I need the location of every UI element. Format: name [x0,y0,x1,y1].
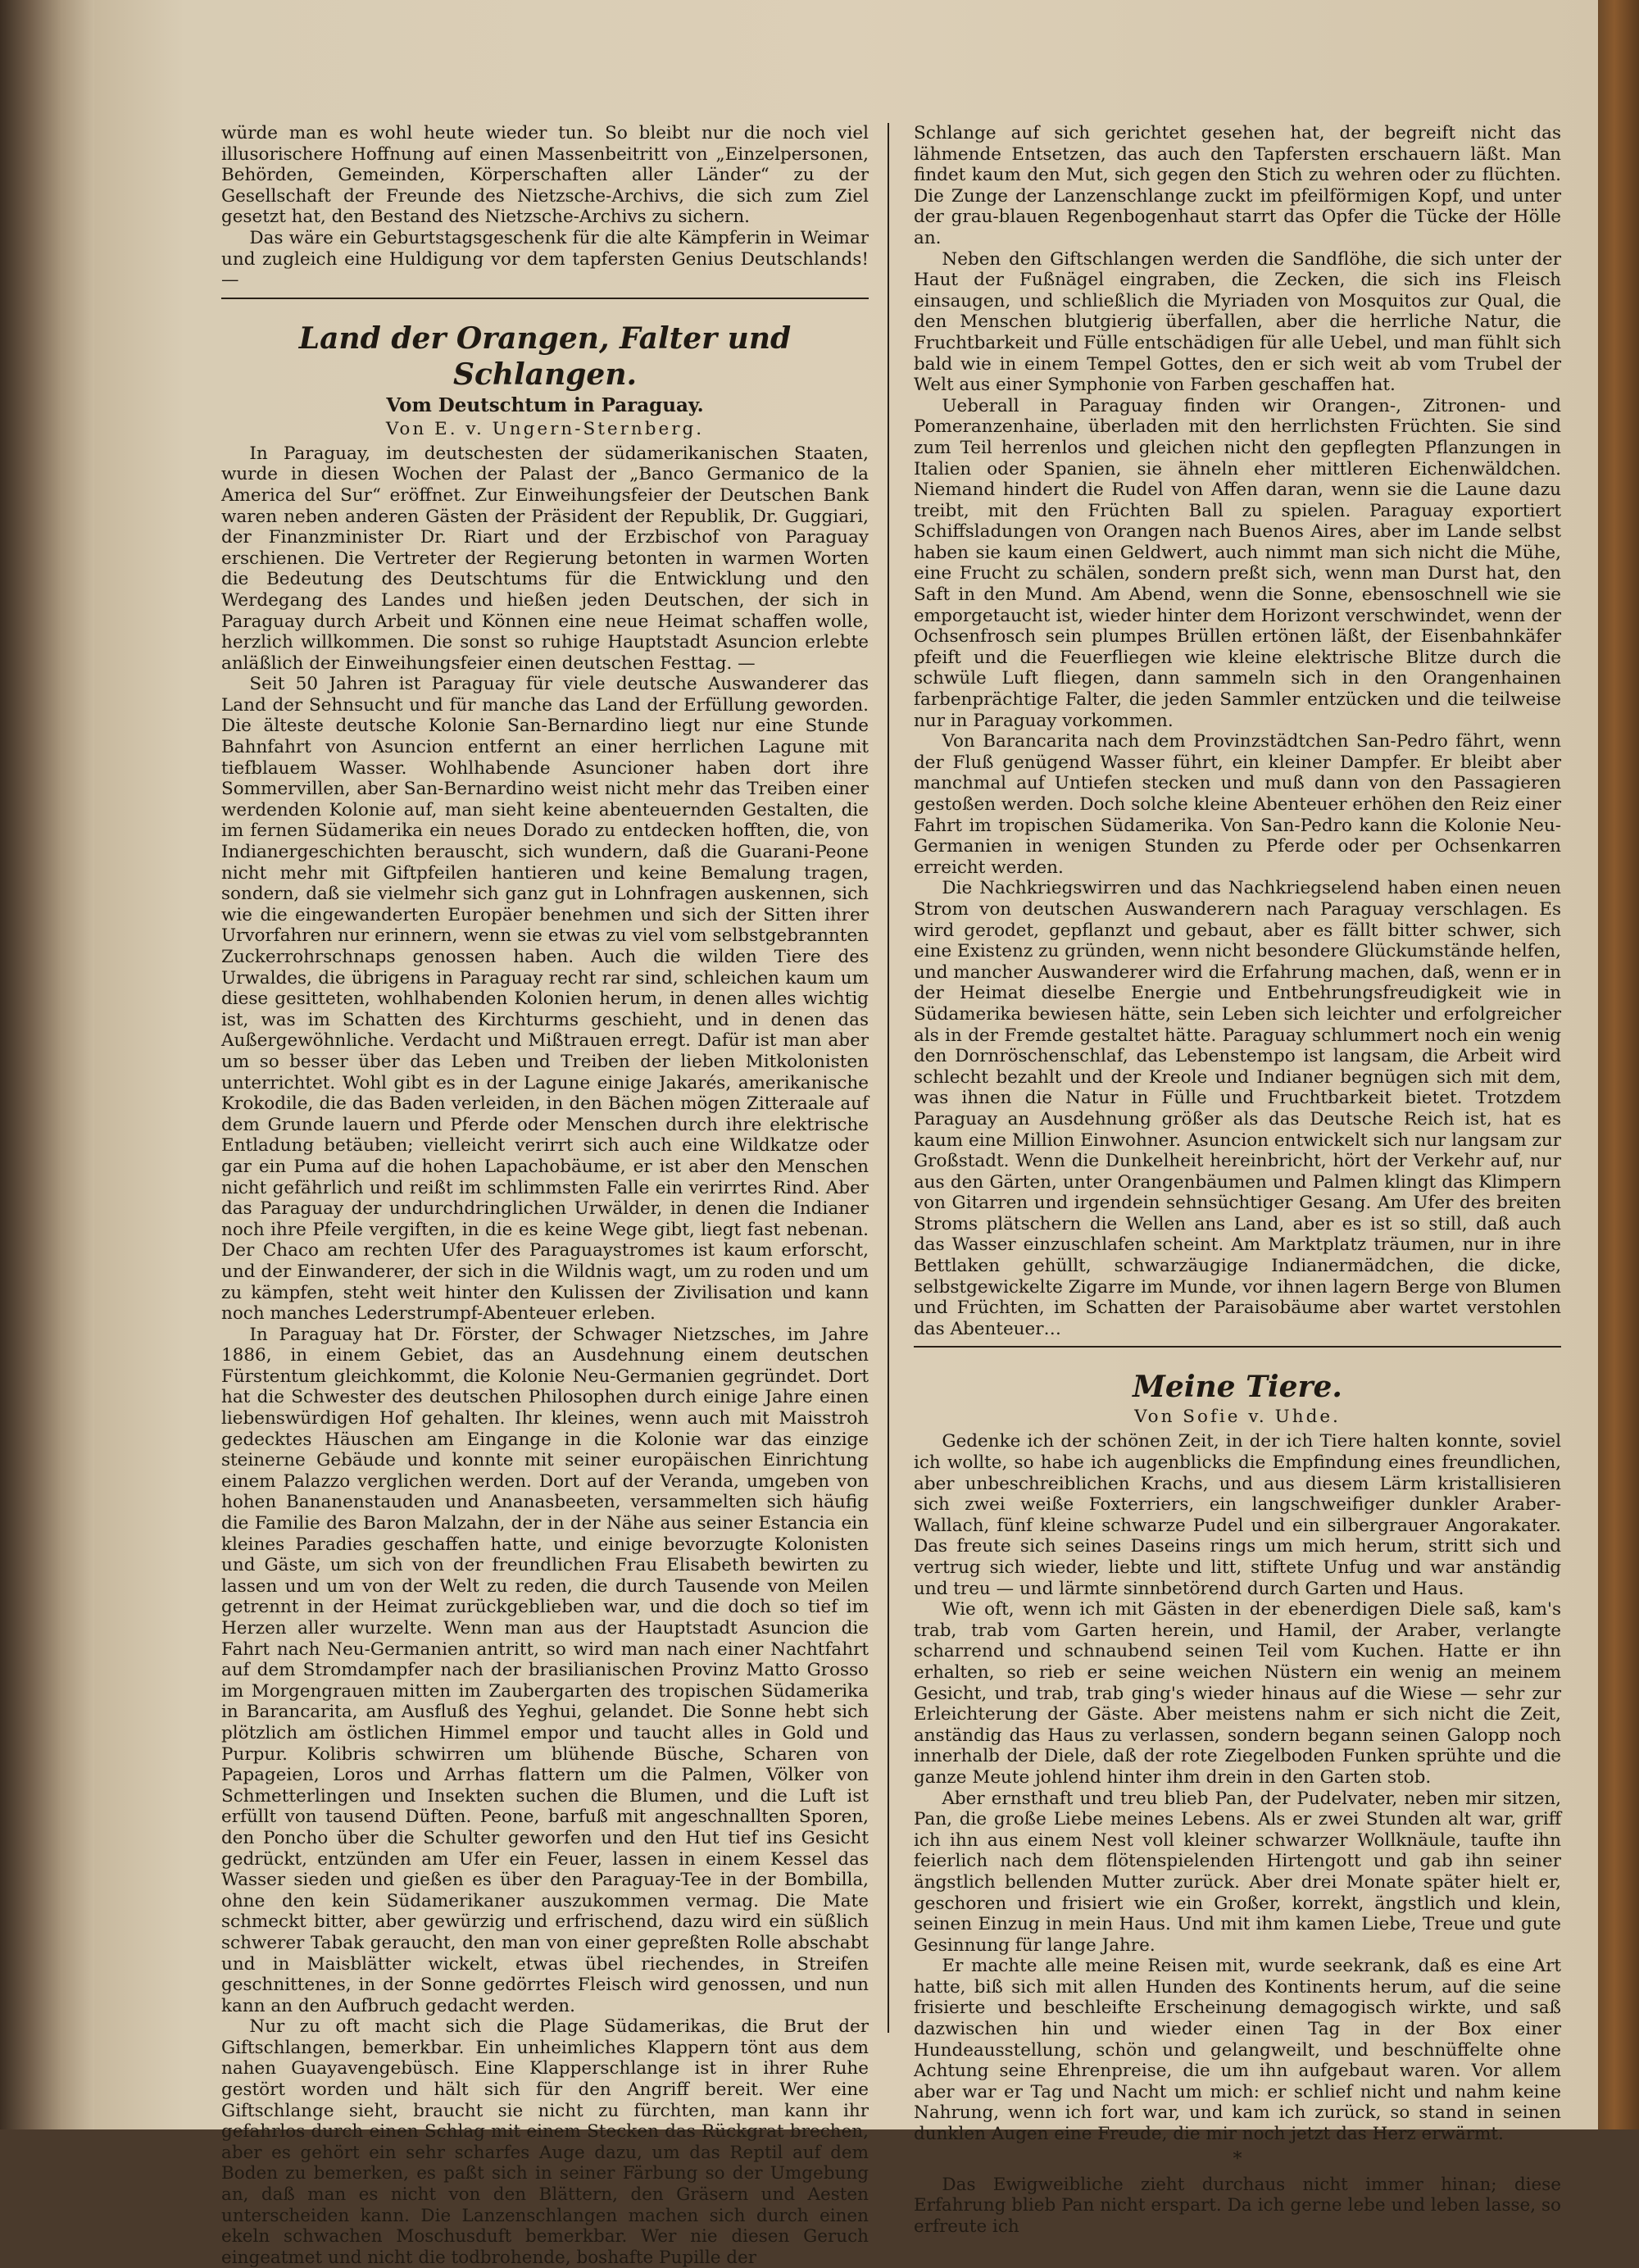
newspaper-page [94,0,1598,2268]
article1-continuation-paragraph: Schlange auf sich gerichtet gesehen hat, der begreift nicht das lähmende Entsetzen, das auch den Tapfersten erschauern läßt. Man findet kaum den Mut, sich gegen den Stich zu wehren oder zu flüchten. Die Zunge der Lanzenschlange zuckt im pfeilförmigen Kopf, und unter der grau-blauen Regenbogenhaut starrt das Opfer die Tücke der Hölle an. [914,123,1561,248]
article-divider [914,1346,1561,1348]
right-column [914,123,1561,2237]
section-separator-star: * [1233,2148,1242,2170]
article2-paragraph: Er machte alle meine Reisen mit, wurde seekrank, daß es eine Art hatte, biß sich mit allen Hunden des Kontinents herum, auf die seine frisierte und beschleifte Erscheinung demagogisch wirkte, und saß dazwischen hin und wieder einen Tag in der Box einer Hundeausstellung, schön und gelangweilt, und beschnüffelte ohne Achtung seine Ehrenpreise, die um ihn aufgebaut waren. Vor allem aber war er Tag und Nacht um mich: er schlief nicht und nahm keine Nahrung, wenn ich fort war, und kam ich zurück, so stand in seinen dunklen Augen eine Freude, die mir noch jetzt das Herz erwärmt. [914,1956,1561,2145]
article1-continuation-paragraph: Die Nachkriegswirren und das Nachkriegselend haben einen neuen Strom von deutschen Auswanderern nach Paraguay verschlagen. Es wird gerodet, gepflanzt und gebaut, aber es fällt bitter schwer, sich eine Existenz zu gründen, wenn nicht besondere Glückumstände helfen, und mancher Auswanderer wird die Erfahrung machen, daß, wenn er in der Heimat dieselbe Energie und Entbehrungsfreudigkeit wie in Südamerika bewiesen hätte, sein Leben sich leichter und erfolgreicher als in der Fremde gestaltet hätte. Paraguay schlummert noch ein wenig den Dornröschenschlaf, das Lebenstempo ist langsam, die Arbeit wird schlecht bezahlt und der Kreole und Indianer begnügen sich mit dem, was ihnen die Natur in Fülle und Fruchtbarkeit bietet. Trotzdem Paraguay an Ausdehnung größer als das Deutsche Reich ist, hat es kaum eine Million Einwohner. Asuncion entwickelt sich nur langsam zur Großstadt. Wenn die Dunkelheit hereinbricht, hört der Verkehr auf, nur aus den Gärten, unter Orangenbäumen und Palmen klingt das Klimpern von Gitarren und irgendein sehnsüchtiger Gesang. Am Ufer des breiten Stroms plätschern die Wellen ans Land, aber es ist so still, daß auch das Wasser einzuschlafen scheint. Am Marktplatz träumen, nur in ihre Bettlaken gehüllt, schwarzäugige Indianermädchen, die dicke, selbstgewickelte Zigarre im Munde, vor ihnen lagern Berge von Blumen und Früchten, im Schatten der Paraisobäume aber wartet verstohlen das Abenteuer… [914,878,1561,1339]
book-binding-right [1598,0,1639,2129]
article-divider [221,298,869,299]
article2-paragraph: Wie oft, wenn ich mit Gästen in der ebenerdigen Diele saß, kam's trab, trab vom Garten herein, und Hamil, der Araber, verlangte scharrend und schnaubend seinen Teil vom Kuchen. Hatte er ihn erhalten, so rieb er seine weichen Nüstern ein wenig an meinem Gesicht, und trab, trab ging's wieder hinaus auf die Wiese — sehr zur Erleichterung der Gäste. Aber meistens nahm er sich nicht die Zeit, anständig das Haus zu verlassen, sondern begann seinen Galopp noch innerhalb der Diele, daß der rote Ziegelboden Funken sprühte und die ganze Meute johlend hinter ihm drein in den Garten stob. [914,1599,1561,1788]
article1-paragraph: Seit 50 Jahren ist Paraguay für viele deutsche Auswanderer das Land der Sehnsucht und für manche das Land der Erfüllung geworden. Die älteste deutsche Kolonie San-Bernardino liegt nur eine Stunde Bahnfahrt von Asuncion entfernt an einer herrlichen Lagune mit tiefblauem Wasser. Wohlhabende Asuncioner haben dort ihre Sommervillen, aber San-Bernardino weist nicht mehr das Treiben einer werdenden Kolonie auf, man sieht keine abenteuerndеn Gestalten, die im fernen Südamerika ein neues Dorado zu entdecken hofften, die, von Indianergeschichten berauscht, sich wundern, daß die Guarani-Peone nicht mehr mit Giftpfeilen hantieren und keine Bemalung tragen, sondern, daß sie vielmehr sich ganz gut in Lohnfragen auskennen, sich wie die eingewanderten Europäer benehmen und sich der Sitten ihrer Urvorfahren nur erinnern, wenn sie etwas zu viel vom selbstgebrannten Zuckerrohrschnaps genossen haben. Auch die wilden Tiere des Urwaldes, die übrigens in Paraguay recht rar sind, schleichen kaum um diese gesitteten, wohlhabenden Kolonien herum, in denen alles wichtig ist, was im Schatten des Kirchturms geschieht, und in denen das Außergewöhnliche. Verdacht und Mißtrauen erregt. Dafür ist man aber um so besser über das Leben und Treiben der lieben Mitkolonisten unterrichtet. Wohl gibt es in der Lagune einige Jakarés, amerikanische Krokodile, die das Baden verleiden, in den Bächen mögen Zitteraale auf dem Grunde lauern und Pferde oder Menschen durch ihre elektrische Entladung betäuben; vielleicht verirrt sich auch eine Wildkatze oder gar ein Puma auf die hohen Lapachobäume, er ist aber den Menschen nicht gefährlich und reißt im schlimmsten Falle ein verirrtes Rind. Aber das Paraguay der undurchdringlichen Urwälder, in denen die Indianer noch ihre Pfeile vergiften, in die es keine Wege gibt, liegt fast nebenan. Der Chaco am rechten Ufer des Paraguaystromes ist kaum erforscht, und der Einwanderer, der sich in die Wildnis wagt, um zu roden und um zu kämpfen, steht weit hinter den Kulissen der Zivilisation und kann noch manches Lederstrumpf-Abenteuer erleben. [221,674,869,1325]
intro-paragraph-2: Das wäre ein Geburtstagsgeschenk für die alte Kämpferin in Weimar und zugleich eine Huldigung vor dem tapfersten Genius Deutschlands! — [221,227,869,291]
article2-paragraph: Gedenke ich der schönen Zeit, in der ich Tiere halten konnte, soviel ich wollte, so habe ich augenblicks die Empfindung eines freundlichen, aber unbeschreiblichen Krachs, und aus diesem Lärm kristallisieren sich zwei weiße Foxterriers, ein langschweifiger dunkler Araber-Wallach, fünf kleine schwarze Pudel und ein silbergrauer Angorakater. Das freute sich seines Daseins rings um mich herum, stritt sich und vertrug sich wieder, liebte und litt, stiftete Unfug und war anständig und treu — und lärmte sinnbetörend durch Garten und Haus. [914,1431,1561,1599]
article-byline-tiere: Von Sofie v. Uhde. [1134,1407,1341,1428]
article-title-tiere: Meine Tiere. [1133,1370,1342,1405]
article1-continuation-paragraph: Ueberall in Paraguay finden wir Orangen-, Zitronen- und Pomeranzenhaine, überladen mit den herrlichsten Früchten. Sie sind zum Teil herrenlos und gleichen nicht den gepflegten Pflanzungen in Italien oder Spanien, sie ähneln eher mittleren Eichenwäldchen. Niemand hindert die Rudel von Affen daran, wenn sie die Laune dazu treibt, mit den Früchten Ball zu spielen. Paraguay exportiert Schiffsladungen von Orangen nach Buenos Aires, aber im Lande selbst haben sie kaum einen Geldwert, auch nimmt man sich nicht die Mühe, eine Frucht zu schälen, sondern preßt sich, wenn man Durst hat, den Saft in den Mund. Am Abend, wenn die Sonne, ebensoschnell wie sie emporgetaucht ist, wieder hinter dem Horizont verschwindet, wenn der Ochsenfrosch sein plumpes Brüllen ertönen läßt, der Eisenbahnkäfer pfeift und die Feuerfliegen wie kleine elektrische Blitze durch die schwüle Luft fliegen, dann sammeln sich in den Orangenhainen farbenprächtige Falter, die jeden Sammler entzücken und die teilweise nur in Paraguay vorkommen. [914,395,1561,731]
article-byline-oranges: Von E. v. Ungern-Sternberg. [385,418,705,439]
article-subtitle-oranges: Vom Deutschtum in Paraguay. [386,393,704,416]
article2-closing-paragraph: Das Ewigweibliche zieht durchaus nicht immer hinan; diese Erfahrung blieb Pan nicht erspart. Da ich gerne lebe und leben lasse, so erfreute ich [914,2174,1561,2237]
left-column [221,123,869,2268]
article1-paragraph: In Paraguay hat Dr. Förster, der Schwager Nietzsches, im Jahre 1886, in einem Gebiet, das an Ausdehnung einem deutschen Fürstentum gleichkommt, die Kolonie Neu-Germanien gegründet. Dort hat die Schwester des deutschen Philosophen durch einige Jahre einen liebenswürdigen Hof gehalten. Ihr kleines, wenn auch mit Maisstroh gedecktes Häuschen am Eingange in die Kolonie war das einzige steinerne Gebäude und konnte mit seiner europäischen Einrichtung einem Palazzo verglichen werden. Dort auf der Veranda, umgeben von hohen Bananenstauden und Ananasbeeten, versammelten sich häufig die Familie des Baron Malzahn, der in der Nähe aus seiner Estancia ein kleines Paradies geschaffen hatte, und einige bevorzugte Kolonisten und Gäste, um sich von der freundlichen Frau Elisabeth bewirten zu lassen und um von der Welt zu reden, die durch Tausende von Meilen getrennt in der Heimat zurückgeblieben war, und die doch so tief im Herzen aller wurzelte. Wenn man aus der Hauptstadt Asuncion die Fahrt nach Neu-Germanien antritt, so wird man nach einer Nachtfahrt auf dem Stromdampfer nach der brasilianischen Provinz Matto Grosso im Morgengrauen mitten im Zaubergarten des tropischen Südamerika in Barancarita, am Ausfluß des Yeghui, gelandet. Die Sonne hebt sich plötzlich am östlichen Himmel empor und taucht alles in Gold und Purpur. Kolibris schwirren um blühende Büsche, Scharen von Papageien, Loros und Arrhas flattern um die Palmen, Völker von Schmetterlingen und Insekten suchen die Blumen, und die Luft ist erfüllt von tausend Düften. Peone, barfuß mit angeschnallten Sporen, den Poncho über die Schulter geworfen und den Hut tief ins Gesicht gedrückt, entzünden am Ufer ein Feuer, lassen in einem Kessel das Wasser sieden und gießen es über den Paraguay-Tee in der Bombilla, ohne den kein Südamerikaner auszukommen vermag. Die Mate schmeckt bitter, aber gewürzig und erfrischend, dazu wird ein süßlich schwerer Tabak geraucht, den man von einer gepreßten Rolle abschabt und in Maisblätter wickelt, etwas übel riechendes, in Streifen geschnittenes, in der Sonne gedörrtes Fleisch wird genossen, und nun kann an den Aufbruch gedacht werden. [221,1324,869,2016]
article1-paragraph: In Paraguay, im deutschesten der südamerikanischen Staaten, wurde in diesen Wochen der Palast der „Banco Germanico de la America del Sur“ eröffnet. Zur Einweihungsfeier der Deutschen Bank waren neben anderen Gästen der Präsident der Republik, Dr. Guggiari, der Finanzminister Dr. Riart und der Erzbischof von Paraguay erschienen. Die Vertreter der Regierung betonten in warmen Worten die Bedeutung des Deutschtums für die Entwicklung und den Werdegang des Landes und hießen jeden Deutschen, der sich in Paraguay durch Arbeit und Können eine neue Heimat schaffen wolle, herzlich willkommen. Die sonst so ruhige Hauptstadt Asuncion erlebte anläßlich der Einweihungsfeier einen deutschen Festtag. — [221,443,869,674]
article1-continuation-paragraph: Von Barancarita nach dem Provinzstädtchen San-Pedro fährt, wenn der Fluß genügend Wasser führt, ein kleiner Dampfer. Er bleibt aber manchmal auf Untiefen stecken und muß dann von den Passagieren gestoßen werden. Doch solche kleine Abenteuer erhöhen den Reiz einer Fahrt im tropischen Südamerika. Von San-Pedro kann die Kolonie Neu-Germanien in wenigen Stunden zu Pferde oder per Ochsenkarren erreicht werden. [914,731,1561,878]
article1-paragraph: Nur zu oft macht sich die Plage Südamerikas, die Brut der Giftschlangen, bemerkbar. Ein unheimliches Klappern tönt aus dem nahen Guayavengebüsch. Eine Klapperschlange ist in ihrer Ruhe gestört worden und hält sich für den Angriff bereit. Wer eine Giftschlange sieht, braucht sie nicht zu fürchten, man kann ihr gefahrlos durch einen Schlag mit einem Stecken das Rückgrat brechen, aber es gehört ein sehr scharfes Auge dazu, um das Reptil auf dem Boden zu bemerken, es paßt sich in seiner Färbung so der Umgebung an, daß man es nicht von den Blättern, den Gräsern und Aesten unterscheiden kann. Die Lanzenschlangen machen sich durch einen ekeln schwachen Moschusduft bemerkbar. Wer nie diesen Geruch eingeatmet und nicht die todbrohende, boshafte Pupille der [221,2016,869,2268]
intro-paragraph-1: würde man es wohl heute wieder tun. So bleibt nur die noch viel illusorischere Hoffnung auf einen Massenbeitritt von „Einzelpersonen, Behörden, Gemeinden, Körperschaften aller Länder“ zu der Gesellschaft der Freunde des Nietzsche-Archivs, die sich zum Ziel gesetzt hat, den Bestand des Nietzsche-Archivs zu sichern. [221,123,869,228]
article1-continuation-paragraph: Neben den Giftschlangen werden die Sandflöhe, die sich unter der Haut der Fußnägel eingraben, die Zecken, die sich ins Fleisch einsaugen, und schließlich die Myriaden von Mosquitos zur Qual, die den Menschen blutgierig überfallen, aber die herrliche Natur, die Fruchtbarkeit und Fülle entschädigen für alle Uebel, und man fühlt sich bald wie in einem Tempel Gottes, den er sich weit ab vom Trubel der Welt aus einer Symphonie von Farben geschaffen hat. [914,248,1561,396]
article-title-oranges: Land der Orangen, Falter und Schlangen. [298,320,792,392]
book-binding-left [0,0,94,2129]
article2-paragraph: Aber ernsthaft und treu blieb Pan, der Pudelvater, neben mir sitzen, Pan, die große Liebe meines Lebens. Als er zwei Stunden alt war, griff ich ihn aus einem Nest voll kleiner schwarzer Wollknäule, taufte ihn feierlich nach dem flötenspielenden Hirtengott und gab ihn seiner ängstlich bellenden Mutter zurück. Aber drei Monate später hielt er, geschoren und frisiert wie ein Großer, korrekt, ängstlich und klein, seinen Einzug in mein Haus. Und mit ihm kamen Liebe, Treue und gute Gesinnung für lange Jahre. [914,1788,1561,1956]
column-rule [888,123,889,2033]
